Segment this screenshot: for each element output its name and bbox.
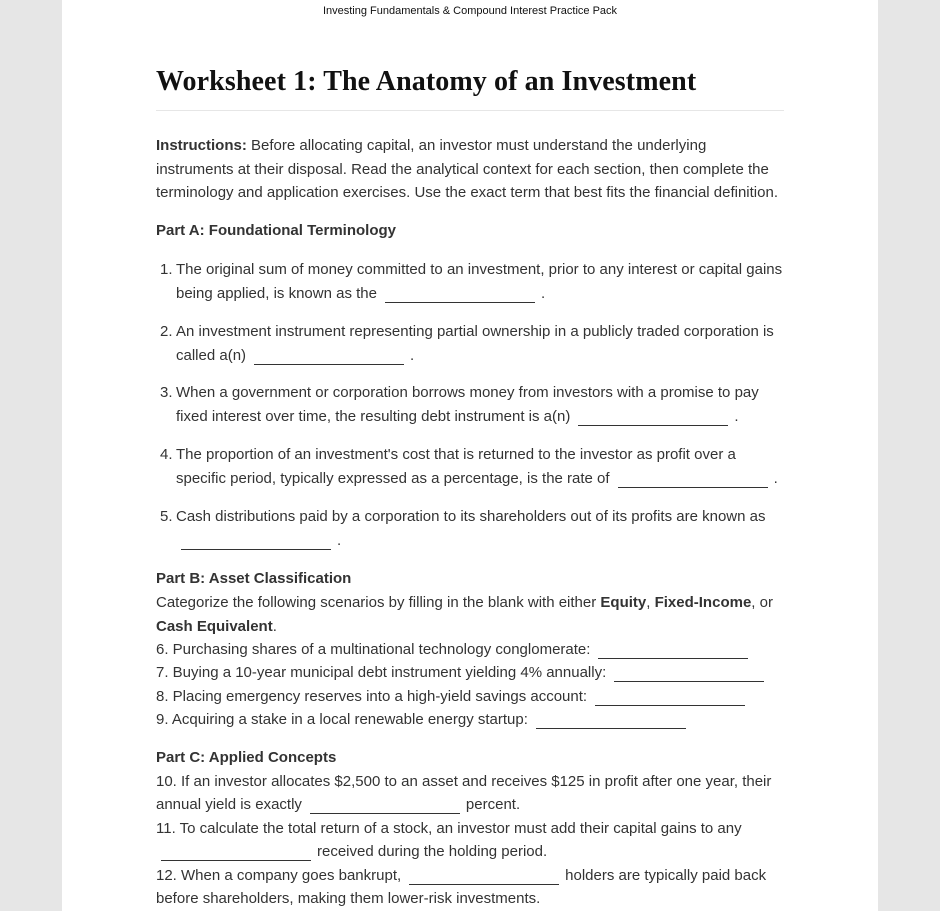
question-10-line-1: 10. If an investor allocates $2,500 to an asset and receives $125 in profit after one year, their (156, 773, 772, 790)
question-number: 5. (160, 508, 173, 525)
question-11-line-2 (156, 840, 547, 864)
question-6 (156, 638, 754, 662)
answer-blank-10[interactable] (310, 797, 460, 814)
question-12-line-1 (156, 864, 766, 888)
intro-separator: , or (751, 594, 773, 611)
answer-blank-4[interactable] (618, 471, 768, 488)
question-number: 1. (160, 261, 173, 278)
answer-blank-11[interactable] (161, 844, 311, 861)
answer-blank-2[interactable] (254, 348, 404, 365)
question-text-after: holders are typically paid back (565, 867, 767, 884)
question-end: . (410, 346, 415, 364)
question-3 (156, 381, 786, 428)
answer-blank-12[interactable] (409, 868, 559, 885)
part-a-heading: Part A: Foundational Terminology (156, 222, 396, 239)
question-7 (156, 661, 770, 685)
question-text: 9. Acquiring a stake in a local renewable energy startup: (156, 711, 528, 728)
question-text: 8. Placing emergency reserves into a high-yield savings account: (156, 688, 588, 705)
question-end: . (734, 407, 739, 425)
question-text: The proportion of an investment's cost that is returned to the investor as profit over a specific period, typically expressed as a percentage, is the rate of (176, 446, 736, 487)
question-number: 2. (160, 323, 173, 340)
question-text-after: percent. (465, 796, 521, 813)
question-12-line-2: before shareholders, making them lower-risk investments. (156, 890, 541, 907)
question-9 (156, 708, 692, 732)
title-divider (156, 110, 784, 111)
answer-blank-5[interactable] (181, 533, 331, 550)
answer-blank-8[interactable] (595, 689, 745, 706)
question-text-after: received during the holding period. (317, 843, 548, 860)
worksheet-page (62, 0, 878, 911)
question-number: 4. (160, 446, 173, 463)
answer-blank-1[interactable] (385, 286, 535, 303)
question-end: . (337, 531, 342, 549)
instructions-text: Before allocating capital, an investor must understand the underlying instruments at their disposal. Read the analytical context for each section, then complete the terminology and application exercises. Use the exact term that best fits the financial definition. (156, 137, 778, 201)
answer-blank-6[interactable] (598, 642, 748, 659)
question-number: 3. (160, 384, 173, 401)
page-title: Worksheet 1: The Anatomy of an Investment (156, 66, 697, 97)
intro-separator: , (646, 594, 655, 611)
question-text: An investment instrument representing partial ownership in a publicly traded corporation is called a(n) (176, 323, 774, 364)
question-8 (156, 685, 751, 709)
question-10-line-2 (156, 793, 520, 817)
question-end: . (773, 469, 778, 487)
question-5 (156, 505, 786, 552)
question-2 (156, 320, 786, 367)
intro-text: Categorize the following scenarios by filling in the blank with either (156, 594, 601, 611)
answer-blank-3[interactable] (578, 409, 728, 426)
question-text: When a government or corporation borrows money from investors with a promise to pay fixed interest over time, the resulting debt instrument is a(n) (176, 384, 759, 425)
term-fixed-income: Fixed-Income (654, 594, 752, 611)
question-text: 7. Buying a 10-year municipal debt instrument yielding 4% annually: (156, 664, 607, 681)
instructions-label: Instructions: (156, 137, 247, 154)
question-text: The original sum of money committed to an investment, prior to any interest or capital gains being applied, is known as the (176, 261, 783, 302)
question-1 (156, 258, 786, 305)
part-b-heading: Part B: Asset Classification (156, 570, 352, 587)
question-end: . (540, 284, 546, 302)
answer-blank-9[interactable] (536, 712, 686, 729)
running-header: Investing Fundamentals & Compound Interest Practice Pack (322, 5, 618, 17)
part-b-intro (156, 591, 786, 638)
question-text: 12. When a company goes bankrupt, (156, 867, 402, 884)
intro-end: . (272, 617, 277, 635)
question-text: Cash distributions paid by a corporation to its shareholders out of its profits are known as (176, 508, 766, 525)
instructions-paragraph (156, 134, 784, 205)
part-c-heading: Part C: Applied Concepts (156, 749, 337, 766)
term-cash-equivalent: Cash Equivalent (156, 617, 273, 635)
question-text: 6. Purchasing shares of a multinational technology conglomerate: (156, 641, 591, 658)
question-text: annual yield is exactly (156, 796, 302, 813)
question-4 (156, 443, 786, 490)
question-11-line-1: 11. To calculate the total return of a stock, an investor must add their capital gains to any (156, 820, 742, 837)
answer-blank-7[interactable] (614, 665, 764, 682)
term-equity: Equity (600, 594, 647, 611)
